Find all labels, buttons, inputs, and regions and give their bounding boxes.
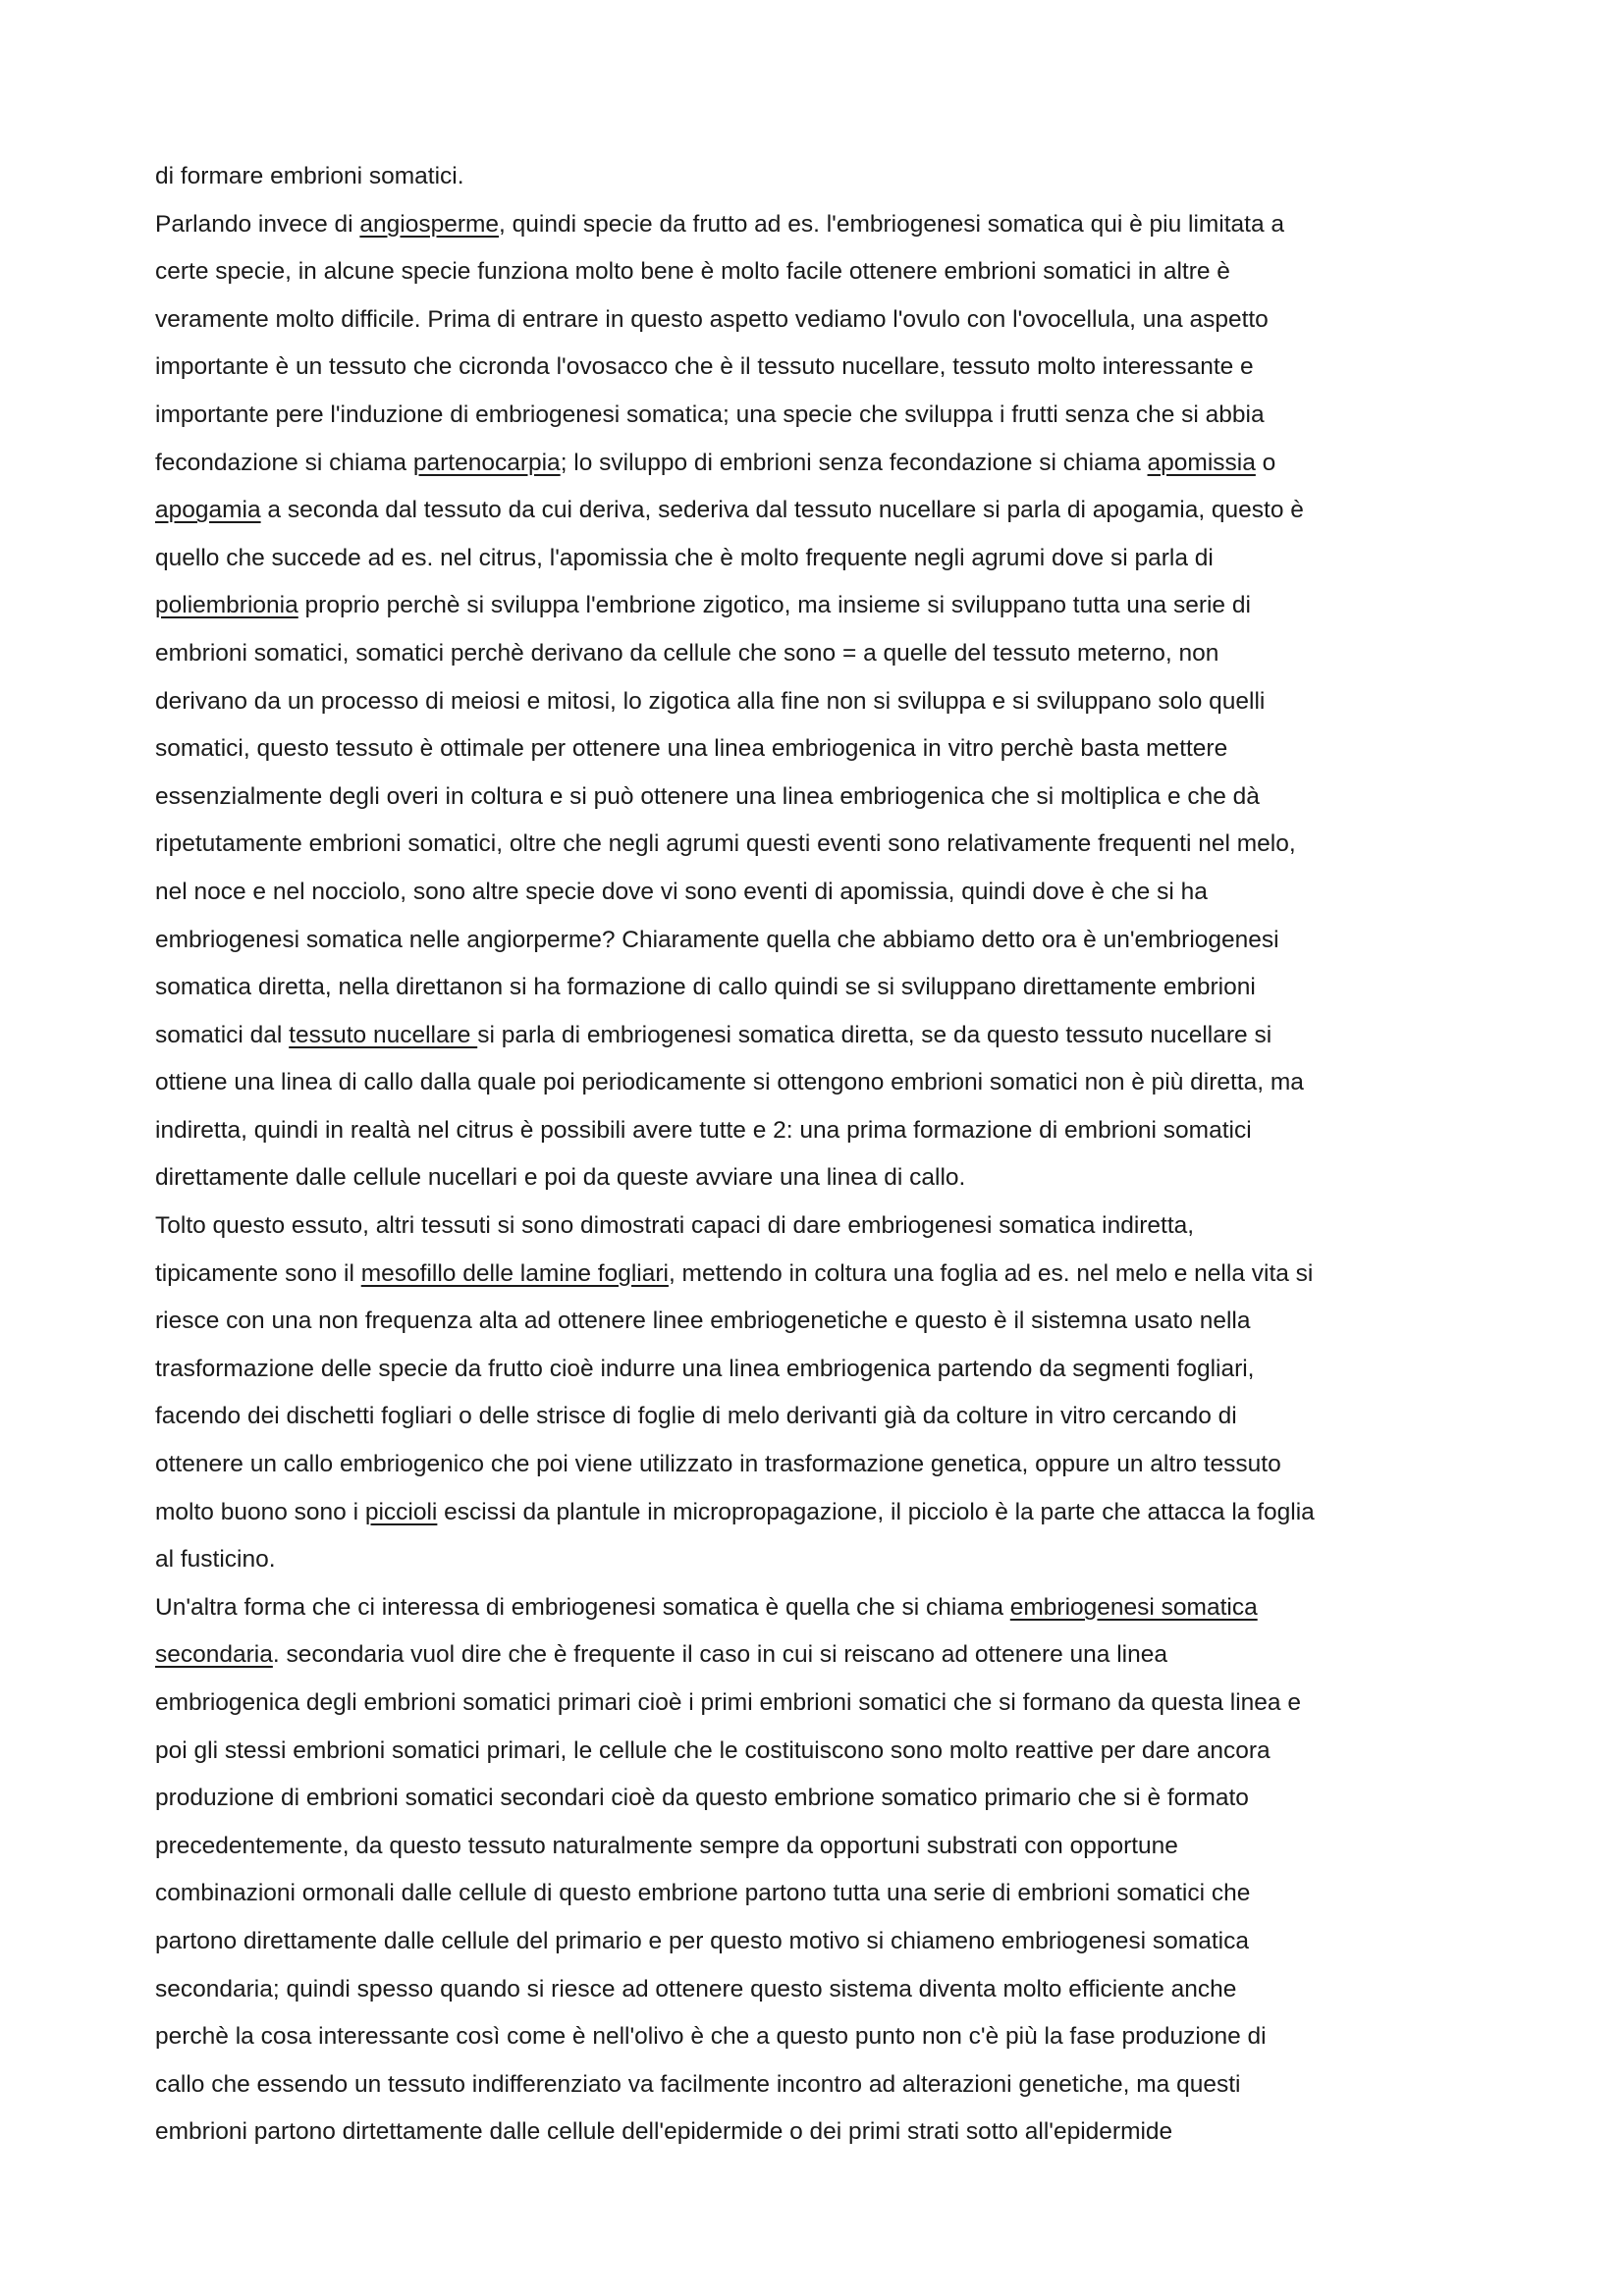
text-segment: perchè la cosa interessante così come è nell'olivo è che a questo punto non c'è più la fase produzione di bbox=[155, 2023, 1267, 2051]
text-segment: fecondazione si chiama bbox=[155, 449, 413, 476]
text-line bbox=[155, 1489, 1487, 1537]
text-line bbox=[155, 1631, 1487, 1680]
text-line bbox=[155, 535, 1487, 583]
text-segment: trasformazione delle specie da frutto cioè indurre una linea embriogenica partendo da segmenti fogliari, bbox=[155, 1355, 1255, 1382]
text-line bbox=[155, 440, 1487, 488]
text-line bbox=[155, 392, 1487, 440]
text-segment: ottiene una linea di callo dalla quale poi periodicamente si ottengono embrioni somatici non è più diretta, ma bbox=[155, 1069, 1304, 1096]
text-line bbox=[155, 1059, 1487, 1107]
text-line bbox=[155, 1107, 1487, 1155]
text-line bbox=[155, 725, 1487, 774]
text-line bbox=[155, 1966, 1487, 2014]
text-line bbox=[155, 153, 1487, 201]
text-line bbox=[155, 774, 1487, 822]
text-segment: secondaria; quindi spesso quando si riesce ad ottenere questo sistema diventa molto efficiente anche bbox=[155, 1975, 1237, 2002]
text-segment: somatici, questo tessuto è ottimale per ottenere una linea embriogenica in vitro perchè basta mettere bbox=[155, 735, 1228, 763]
text-line bbox=[155, 1775, 1487, 1823]
text-segment: tipicamente sono il bbox=[155, 1259, 361, 1287]
text-segment: somatici dal bbox=[155, 1021, 290, 1048]
underlined-term: secondaria bbox=[155, 1641, 273, 1669]
text-segment: embrioni somatici, somatici perchè derivano da cellule che sono = a quelle del tessuto meterno, non bbox=[155, 639, 1219, 667]
text-line bbox=[155, 821, 1487, 869]
text-line bbox=[155, 1298, 1487, 1346]
text-segment: Un'altra forma che ci interessa di embriogenesi somatica è quella che si chiama bbox=[155, 1593, 1010, 1621]
text-segment: ; lo sviluppo di embrioni senza fecondazione si chiama bbox=[560, 449, 1148, 476]
text-segment: veramente molto difficile. Prima di entrare in questo aspetto vediamo l'ovulo con l'ovocellula, una aspetto bbox=[155, 305, 1269, 333]
text-segment: embrioni partono dirtettamente dalle cellule dell'epidermide o dei primi strati sotto all'epidermide bbox=[155, 2118, 1173, 2146]
text-segment: combinazioni ormonali dalle cellule di questo embrione partono tutta una serie di embrioni somatici che bbox=[155, 1880, 1251, 1907]
underlined-term: tessuto nucellare bbox=[289, 1021, 478, 1048]
text-line bbox=[155, 1251, 1487, 1299]
text-segment: essenzialmente degli overi in coltura e si può ottenere una linea embriogenica che si moltiplica e che dà bbox=[155, 782, 1260, 810]
text-segment: somatica diretta, nella direttanon si ha formazione di callo quindi se si sviluppano direttamente embrioni bbox=[155, 974, 1256, 1001]
text-line bbox=[155, 201, 1487, 249]
text-line bbox=[155, 1393, 1487, 1441]
text-segment: di formare embrioni somatici. bbox=[155, 163, 464, 189]
text-segment: nel noce e nel nocciolo, sono altre specie dove vi sono eventi di apomissia, quindi dove è che si ha bbox=[155, 878, 1208, 905]
text-line bbox=[155, 869, 1487, 917]
underlined-term: apomissia bbox=[1147, 449, 1256, 476]
text-line bbox=[155, 1584, 1487, 1632]
text-segment: molto buono sono i bbox=[155, 1498, 365, 1525]
text-line bbox=[155, 1680, 1487, 1728]
text-segment: importante pere l'induzione di embriogenesi somatica; una specie che sviluppa i frutti senza che si abbia bbox=[155, 400, 1265, 428]
text-line bbox=[155, 678, 1487, 726]
text-line bbox=[155, 1012, 1487, 1060]
text-line bbox=[155, 964, 1487, 1012]
text-segment: riesce con una non frequenza alta ad ottenere linee embriogenetiche e questo è il sistemna usato nella bbox=[155, 1308, 1251, 1335]
text-line bbox=[155, 487, 1487, 535]
text-segment: embriogenica degli embrioni somatici primari cioè i primi embrioni somatici che si formano da questa linea e bbox=[155, 1689, 1301, 1716]
text-segment: , quindi specie da frutto ad es. l'embriogenesi somatica qui è piu limitata a bbox=[499, 210, 1285, 238]
underlined-term: embriogenesi somatica bbox=[1009, 1593, 1258, 1621]
body-text bbox=[155, 153, 1487, 2157]
underlined-term: mesofillo delle lamine fogliari bbox=[360, 1259, 669, 1287]
text-line bbox=[155, 296, 1487, 345]
text-segment: al fusticino. bbox=[155, 1546, 276, 1574]
text-line bbox=[155, 1823, 1487, 1871]
text-segment: si parla di embriogenesi somatica diretta, se da questo tessuto nucellare si bbox=[477, 1021, 1272, 1048]
text-line bbox=[155, 630, 1487, 678]
text-segment: ripetutamente embrioni somatici, oltre che negli agrumi questi eventi sono relativamente frequenti nel melo, bbox=[155, 830, 1296, 858]
text-line bbox=[155, 1441, 1487, 1489]
underlined-term: poliembrionia bbox=[155, 592, 298, 619]
text-line bbox=[155, 1536, 1487, 1584]
text-line bbox=[155, 2013, 1487, 2061]
text-line bbox=[155, 2061, 1487, 2109]
text-segment: proprio perchè si sviluppa l'embrione zigotico, ma insieme si sviluppano tutta una serie di bbox=[298, 592, 1251, 619]
text-segment: precedentemente, da questo tessuto naturalmente sempre da opportuni substrati con opportune bbox=[155, 1832, 1178, 1859]
text-segment: callo che essendo un tessuto indifferenziato va facilmente incontro ad alterazioni genetiche, ma questi bbox=[155, 2070, 1241, 2098]
text-segment: Tolto questo essuto, altri tessuti si sono dimostrati capaci di dare embriogenesi somatica indiretta, bbox=[155, 1212, 1195, 1240]
text-line bbox=[155, 1154, 1487, 1202]
text-segment: derivano da un processo di meiosi e mitosi, lo zigotica alla fine non si sviluppa e si sviluppano solo quelli bbox=[155, 687, 1266, 715]
text-segment: poi gli stessi embrioni somatici primari, le cellule che le costituiscono sono molto reattive per dare ancora bbox=[155, 1736, 1271, 1764]
text-line bbox=[155, 344, 1487, 392]
text-segment: . secondaria vuol dire che è frequente il caso in cui si reiscano ad ottenere una linea bbox=[272, 1641, 1168, 1669]
text-segment: quello che succede ad es. nel citrus, l'apomissia che è molto frequente negli agrumi dove si parla di bbox=[155, 544, 1214, 571]
text-segment: partono direttamente dalle cellule del primario e per questo motivo si chiameno embriogenesi somatica bbox=[155, 1927, 1249, 1954]
text-segment: embriogenesi somatica nelle angiorperme? Chiaramente quella che abbiamo detto ora è un'embriogenesi bbox=[155, 926, 1279, 953]
text-segment: indiretta, quindi in realtà nel citrus è possibili avere tutte e 2: una prima formazione di embrioni somatici bbox=[155, 1116, 1252, 1144]
text-segment: o bbox=[1255, 449, 1276, 476]
text-segment: facendo dei dischetti fogliari o delle strisce di foglie di melo derivanti già da colture in vitro cercando di bbox=[155, 1403, 1237, 1430]
text-line bbox=[155, 1728, 1487, 1776]
text-segment: produzione di embrioni somatici secondari cioè da questo embrione somatico primario che si è formato bbox=[155, 1785, 1249, 1812]
text-line bbox=[155, 582, 1487, 630]
text-line bbox=[155, 1918, 1487, 1966]
text-line bbox=[155, 2109, 1487, 2157]
text-segment: Parlando invece di bbox=[155, 210, 360, 238]
text-segment: importante è un tessuto che cicronda l'ovosacco che è il tessuto nucellare, tessuto molto interessante e bbox=[155, 353, 1254, 381]
text-line bbox=[155, 1870, 1487, 1918]
text-line bbox=[155, 248, 1487, 296]
text-segment: , mettendo in coltura una foglia ad es. nel melo e nella vita si bbox=[668, 1259, 1314, 1287]
text-segment: ottenere un callo embriogenico che poi viene utilizzato in trasformazione genetica, oppure un altro tessuto bbox=[155, 1451, 1281, 1478]
text-segment: certe specie, in alcune specie funziona molto bene è molto facile ottenere embrioni somatici in altre è bbox=[155, 258, 1230, 286]
underlined-term: partenocarpia bbox=[412, 449, 561, 476]
text-line bbox=[155, 1346, 1487, 1394]
text-segment: direttamente dalle cellule nucellari e poi da queste avviare una linea di callo. bbox=[155, 1164, 966, 1192]
text-line bbox=[155, 917, 1487, 965]
text-line bbox=[155, 1202, 1487, 1251]
underlined-term: piccioli bbox=[364, 1498, 438, 1525]
text-segment: a seconda dal tessuto da cui deriva, sederiva dal tessuto nucellare si parla di apogamia, questo è bbox=[260, 497, 1304, 524]
text-segment: escissi da plantule in micropropagazione, il picciolo è la parte che attacca la foglia bbox=[437, 1498, 1315, 1525]
underlined-term: apogamia bbox=[155, 497, 261, 524]
underlined-term: angiosperme bbox=[359, 210, 500, 238]
